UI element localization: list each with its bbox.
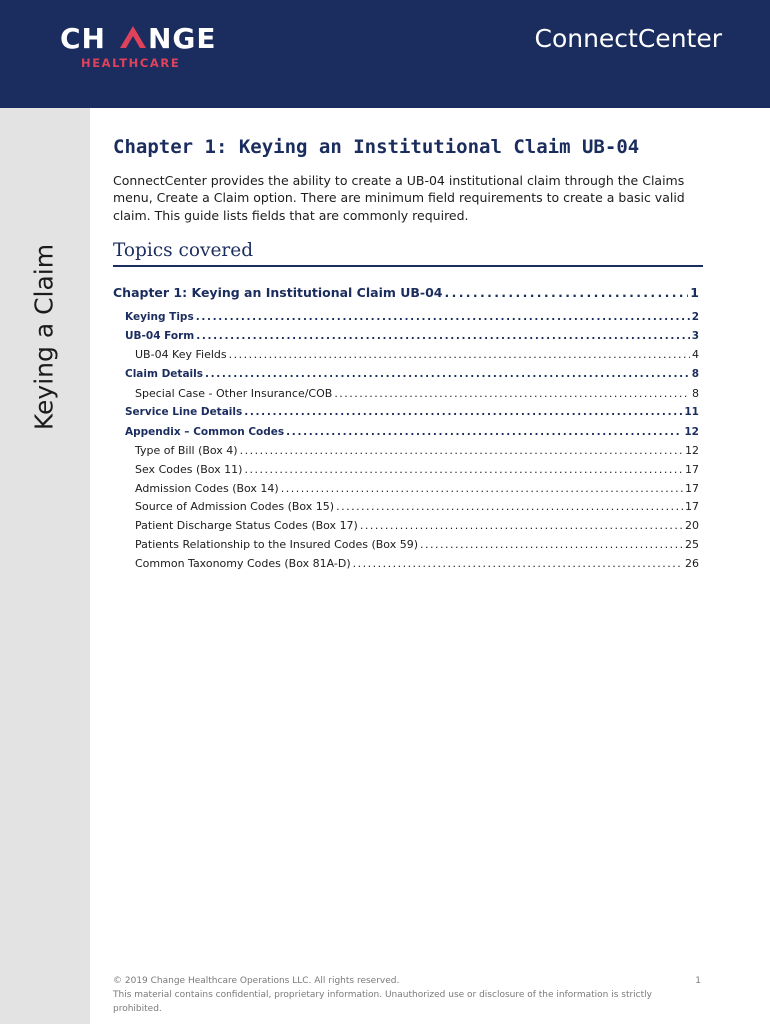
toc-entry[interactable] bbox=[113, 480, 699, 499]
toc-entry-page: 8 bbox=[691, 368, 699, 381]
toc-entry-page: 20 bbox=[685, 519, 699, 533]
toc-entry[interactable] bbox=[113, 365, 699, 384]
toc-entry-page: 25 bbox=[685, 537, 699, 551]
toc-entry-label: Source of Admission Codes (Box 15) bbox=[135, 500, 335, 514]
topics-heading: Topics covered bbox=[113, 240, 703, 267]
toc-entry-page: 1 bbox=[690, 284, 699, 300]
toc-entry-label: UB-04 Key Fields bbox=[135, 348, 227, 362]
toc-entry-page: 17 bbox=[685, 481, 699, 495]
toc-leader-dots bbox=[240, 442, 683, 461]
logo-subtitle: HEALTHCARE bbox=[81, 56, 181, 70]
toc-entry[interactable] bbox=[113, 403, 699, 422]
toc-entry[interactable] bbox=[113, 555, 699, 574]
toc-entry[interactable] bbox=[113, 327, 699, 346]
toc-entry[interactable] bbox=[113, 536, 699, 555]
toc-entry-page: 12 bbox=[685, 443, 699, 457]
toc-entry-label: Chapter 1: Keying an Institutional Claim UB-04 bbox=[113, 284, 443, 300]
toc-entry-page: 3 bbox=[691, 330, 699, 343]
svg-text:CH: CH bbox=[60, 22, 106, 55]
toc-entry-label: Claim Details bbox=[125, 368, 203, 381]
toc-entry[interactable] bbox=[113, 423, 699, 442]
toc-leader-dots bbox=[196, 327, 689, 346]
toc-entry-label: Type of Bill (Box 4) bbox=[135, 443, 238, 457]
toc-entry[interactable] bbox=[113, 308, 699, 327]
toc-leader-dots bbox=[353, 555, 683, 574]
toc-entry-page: 4 bbox=[692, 348, 699, 362]
toc-entry-label: Admission Codes (Box 14) bbox=[135, 481, 279, 495]
toc-entry-page: 17 bbox=[685, 462, 699, 476]
sidebar bbox=[0, 108, 90, 1024]
main-content bbox=[113, 134, 703, 574]
toc-leader-dots bbox=[336, 498, 683, 517]
toc-leader-dots bbox=[286, 423, 682, 442]
toc-entry-label: UB-04 Form bbox=[125, 330, 195, 343]
toc-leader-dots bbox=[360, 517, 683, 536]
page-number: 1 bbox=[695, 976, 701, 986]
toc-leader-dots bbox=[244, 461, 683, 480]
toc-entry[interactable] bbox=[113, 385, 699, 404]
svg-text:NGE: NGE bbox=[148, 22, 217, 55]
product-name: ConnectCenter bbox=[534, 24, 722, 53]
toc-entry-page: 11 bbox=[684, 406, 699, 419]
logo-triangle-icon bbox=[120, 26, 146, 48]
toc-entry-label: Common Taxonomy Codes (Box 81A-D) bbox=[135, 556, 351, 570]
toc-entry-label: Service Line Details bbox=[125, 406, 243, 419]
toc-leader-dots bbox=[244, 403, 682, 422]
toc-leader-dots bbox=[420, 536, 683, 555]
toc-entry[interactable] bbox=[113, 283, 699, 303]
toc-entry[interactable] bbox=[113, 346, 699, 365]
toc-entry[interactable] bbox=[113, 442, 699, 461]
toc-leader-dots bbox=[445, 283, 689, 303]
page-header bbox=[0, 0, 770, 108]
intro-paragraph: ConnectCenter provides the ability to create a UB-04 institutional claim through the Claims menu, Create a Claim option. There are minimum field requirements to create a basic valid claim. This guide lists fields that are commonly required. bbox=[113, 173, 685, 223]
toc-entry-label: Patient Discharge Status Codes (Box 17) bbox=[135, 519, 358, 533]
toc-leader-dots bbox=[229, 346, 690, 365]
sidebar-section-label: Keying a Claim bbox=[29, 243, 59, 431]
toc-entry-page: 26 bbox=[685, 556, 699, 570]
toc-entry-page: 8 bbox=[692, 386, 699, 400]
toc-leader-dots bbox=[334, 385, 690, 404]
toc-leader-dots bbox=[196, 308, 690, 327]
toc-entry-page: 12 bbox=[684, 425, 699, 438]
toc-leader-dots bbox=[205, 365, 690, 384]
page-footer bbox=[113, 974, 703, 1016]
toc-entry-label: Keying Tips bbox=[125, 310, 194, 323]
toc-entry-label: Sex Codes (Box 11) bbox=[135, 462, 243, 476]
logo-wordmark-graphic bbox=[60, 18, 220, 58]
table-of-contents bbox=[113, 283, 699, 574]
toc-leader-dots bbox=[281, 480, 683, 499]
confidential-notice: This material contains confidential, proprietary information. Unauthorized use or disclosure of the information is strictly prohibited. bbox=[113, 990, 652, 1014]
chapter-title: Chapter 1: Keying an Institutional Claim UB-04 bbox=[113, 136, 640, 158]
toc-entry-label: Patients Relationship to the Insured Codes (Box 59) bbox=[135, 537, 418, 551]
change-healthcare-logo bbox=[60, 18, 220, 74]
toc-entry-page: 2 bbox=[691, 310, 699, 323]
toc-entry[interactable] bbox=[113, 517, 699, 536]
copyright-text: © 2019 Change Healthcare Operations LLC. All rights reserved. bbox=[113, 976, 400, 986]
toc-entry[interactable] bbox=[113, 461, 699, 480]
toc-entry-label: Appendix – Common Codes bbox=[125, 425, 285, 438]
toc-entry-label: Special Case - Other Insurance/COB bbox=[135, 386, 333, 400]
toc-entry[interactable] bbox=[113, 498, 699, 517]
toc-entry-page: 17 bbox=[685, 500, 699, 514]
